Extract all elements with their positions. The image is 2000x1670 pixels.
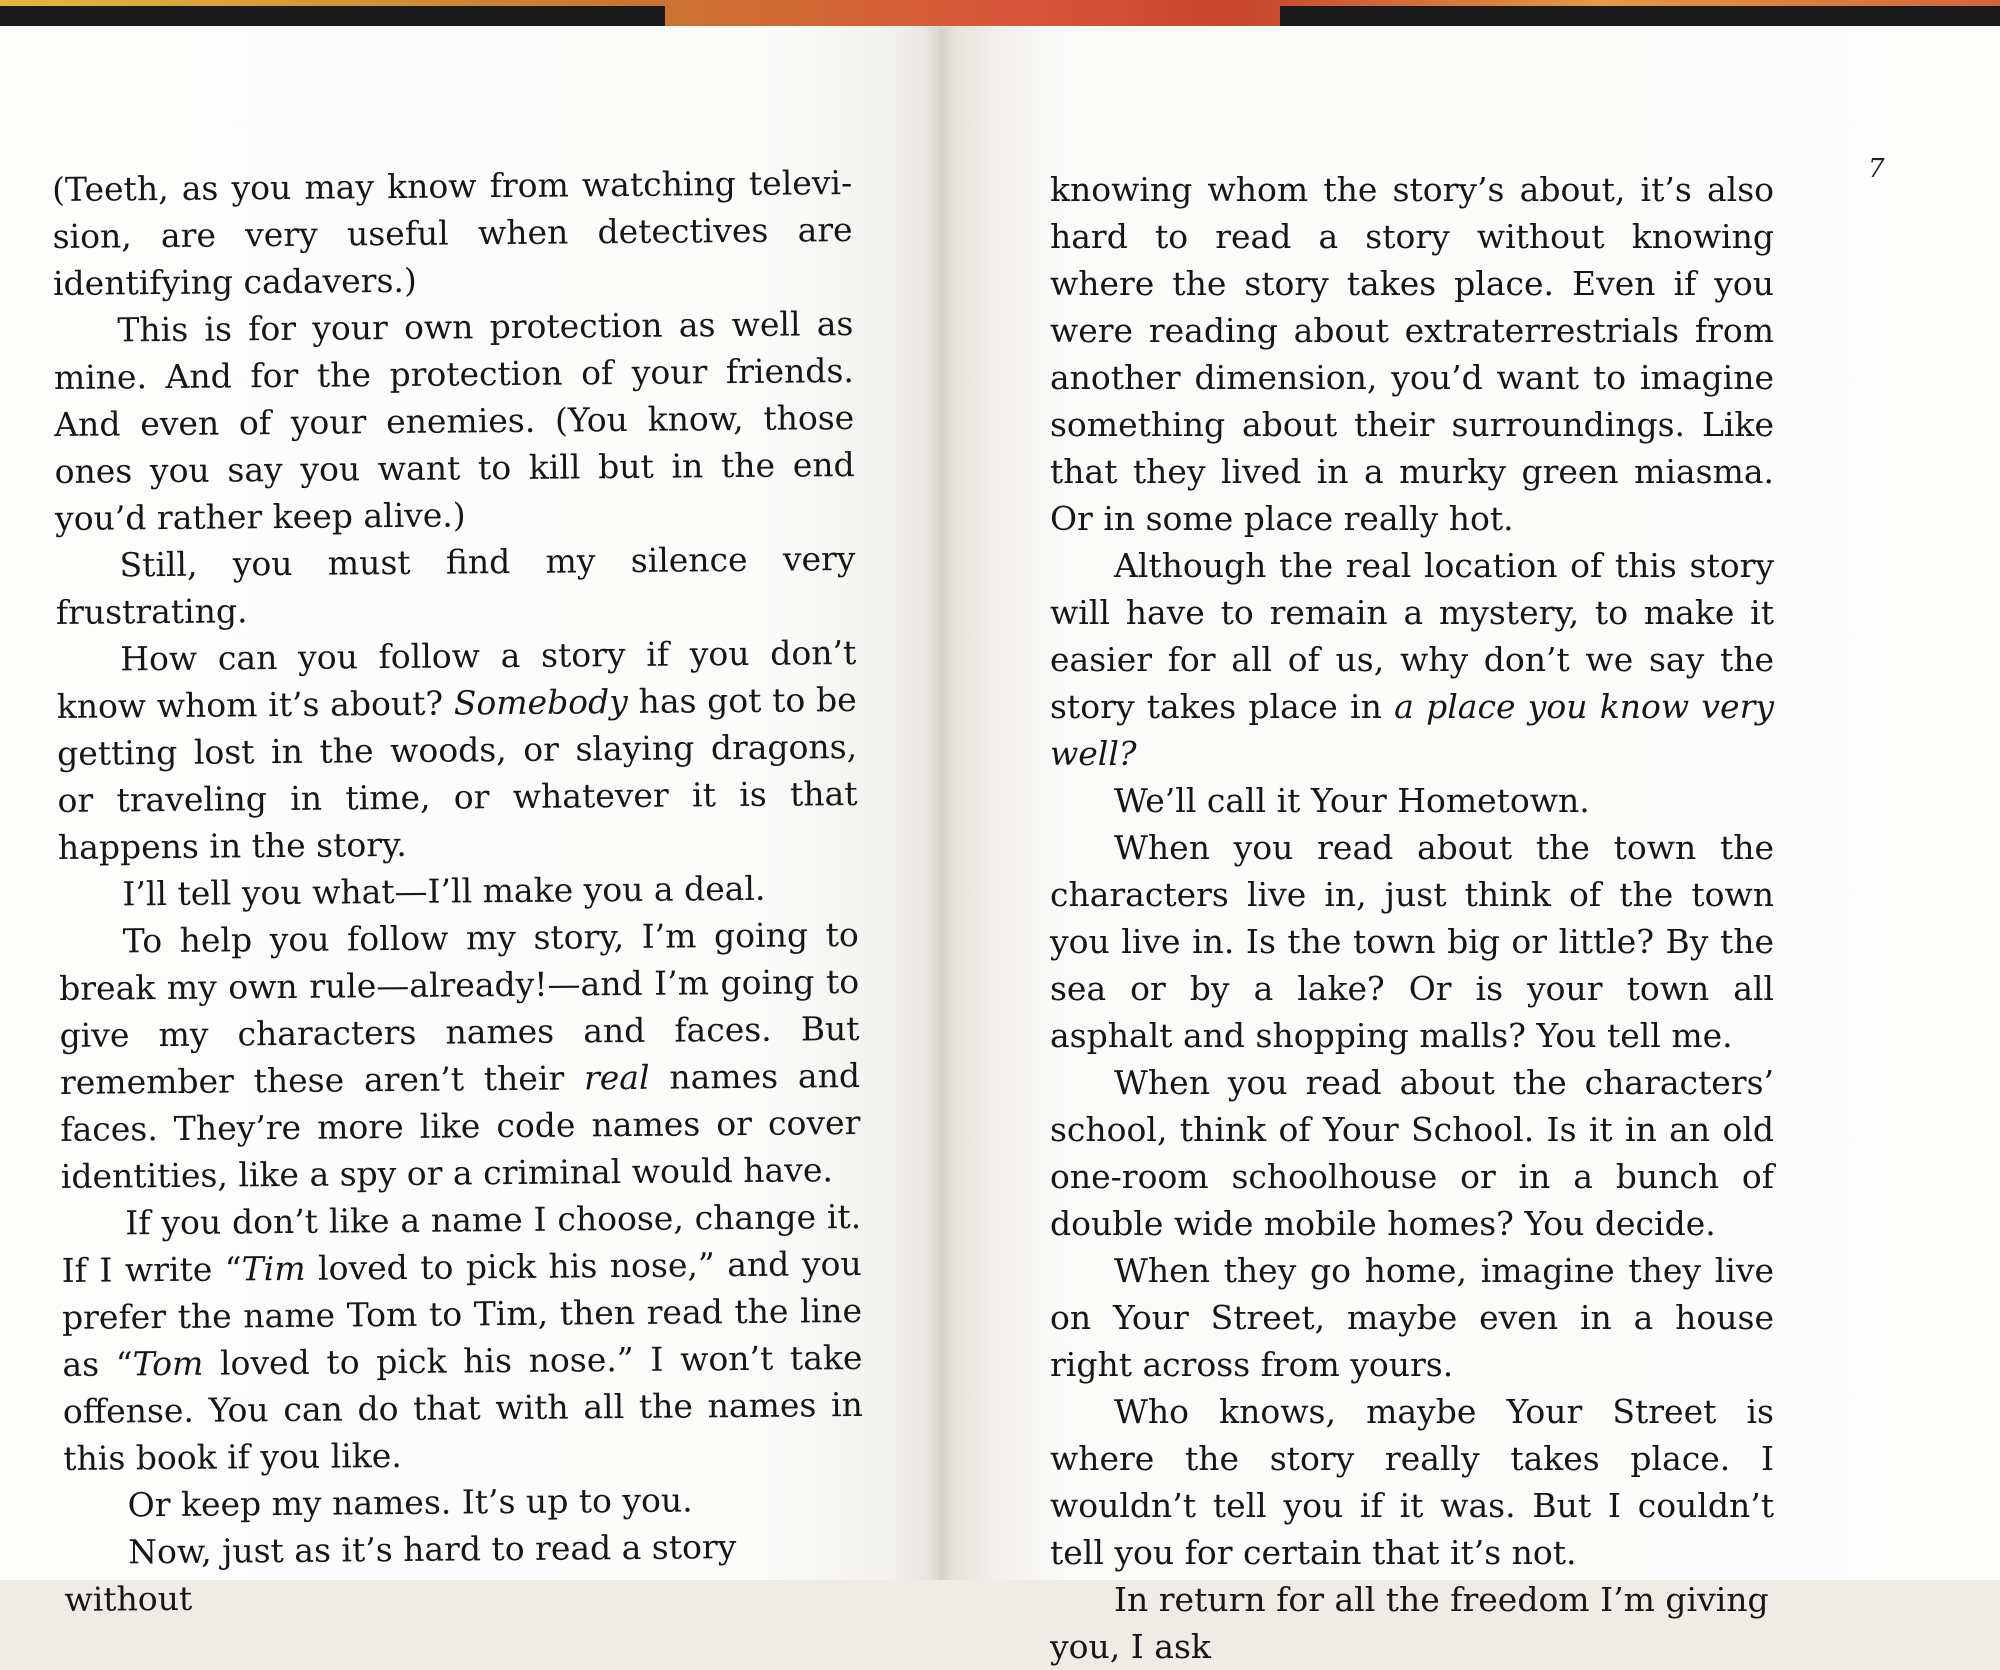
right-page-text xyxy=(1050,166,1774,1670)
text-run: When they go home, imagine they live on Your Street, maybe even in a house right across from yours. xyxy=(1050,1251,1774,1384)
paragraph xyxy=(61,1193,863,1482)
paragraph xyxy=(55,535,856,636)
page-number: 7 xyxy=(1868,154,1885,184)
italic-text: real xyxy=(583,1057,650,1098)
text-run: When you read about the characters’ school, think of Your School. Is it in an old one-room schoolhouse or in a bunch of double wide mobile homes? You decide. xyxy=(1050,1063,1774,1243)
text-run: When you read about the town the characters live in, just think of the town you live in. Is the town big or little? By the sea or by a lake? Or is your town all asphalt and shopping malls? You tell me. xyxy=(1050,828,1774,1055)
paragraph xyxy=(1050,1576,1774,1670)
paragraph xyxy=(56,629,858,871)
italic-text: Tom xyxy=(132,1343,204,1384)
book-gutter xyxy=(925,26,955,1580)
text-run: Or keep my names. It’s up to you. xyxy=(127,1480,693,1525)
paragraph xyxy=(1050,777,1774,824)
text-run: Now, just as it’s hard to read a story without xyxy=(64,1527,737,1619)
paragraph xyxy=(59,911,861,1200)
paragraph xyxy=(1050,166,1774,542)
text-run: knowing whom the story’s about, it’s also hard to read a story without knowing where the story takes place. Even if you were reading about extraterrestrials from another dimension, you’d want to imagine something about their surroundings. Like that they lived in a murky green miasma. Or in some place really hot. xyxy=(1050,170,1774,538)
text-run: has got to be getting lost in the woods, or slaying dragons, or traveling in time, or whatever it is that happens in the story. xyxy=(56,679,858,867)
left-page-text xyxy=(52,159,865,1623)
text-run: In return for all the freedom I’m giving you, I ask xyxy=(1050,1580,1769,1666)
left-page xyxy=(0,26,940,1619)
text-run: This is for your own protection as well as mine. And for the protection of your friends. And even of your enemies. (You know, those ones you say you want to kill but in the end you’d rather keep alive.) xyxy=(53,304,855,538)
paragraph xyxy=(1050,1059,1774,1247)
text-run: Who knows, maybe Your Street is where the story really takes place. I wouldn’t tell you if it was. But I couldn’t tell you for certain that it’s not. xyxy=(1050,1392,1774,1572)
paragraph xyxy=(1050,1388,1774,1576)
text-run: To help you follow my story, I’m going to break my own rule—already!—and I’m going to give my characters names and faces. But remember these aren’t their xyxy=(59,914,860,1102)
text-run: If you don’t like a name I choose, change it. If I write “ xyxy=(61,1196,862,1290)
paragraph xyxy=(1050,1247,1774,1388)
text-run: I’ll tell you what—I’ll make you a deal. xyxy=(122,868,766,914)
italic-text: Somebody xyxy=(453,681,629,723)
paragraph xyxy=(53,300,855,542)
text-run: We’ll call it Your Hometown. xyxy=(1114,781,1590,820)
italic-text: a place you know very well? xyxy=(1050,687,1775,773)
italic-text: Tim xyxy=(241,1248,306,1289)
paragraph xyxy=(58,864,858,918)
right-page xyxy=(940,26,2000,1666)
text-run: loved to pick his nose,” and you prefer the name Tom to Tim, then read the line as “ xyxy=(61,1243,863,1384)
text-run: (Teeth, as you may know from watching television, are very useful when detectives are identifying cadavers.) xyxy=(52,163,853,303)
paragraph xyxy=(1050,542,1774,777)
paragraph xyxy=(64,1522,865,1623)
paragraph xyxy=(1050,824,1774,1059)
text-run: Still, you must find my silence very frustrating. xyxy=(55,539,856,632)
text-run: Although the real location of this story will have to remain a mystery, to make it easier for all of us, why don’t we say the story takes place in xyxy=(1050,546,1774,726)
paragraph xyxy=(63,1475,863,1529)
text-run: How can you follow a story if you don’t know whom it’s about? xyxy=(56,633,857,726)
paragraph xyxy=(52,159,853,307)
text-run: loved to pick his nose.” I won’t take offense. You can do that with all the names in this book if you like. xyxy=(62,1337,864,1478)
text-run: names and faces. They’re more like code names or cover identities, like a spy or a criminal would have. xyxy=(60,1055,861,1196)
